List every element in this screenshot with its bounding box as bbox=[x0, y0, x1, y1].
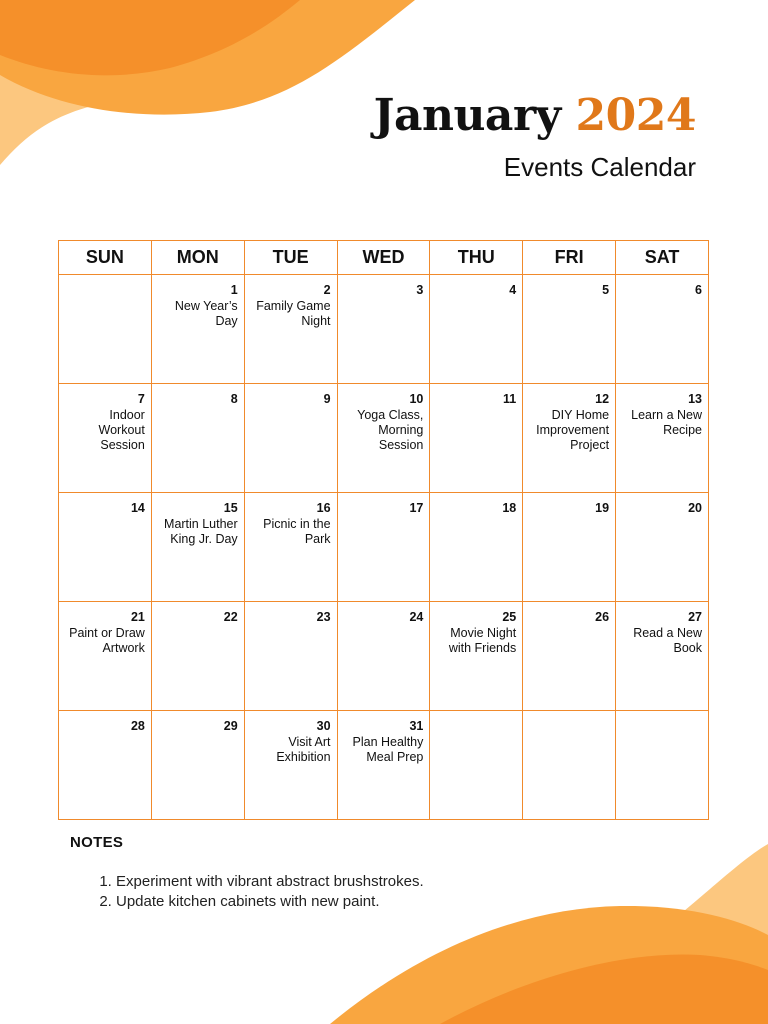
day-number: 8 bbox=[230, 392, 238, 406]
calendar-day-cell bbox=[523, 602, 616, 711]
calendar-week-row bbox=[59, 493, 709, 602]
day-event: Read a New Book bbox=[633, 626, 702, 655]
calendar-day-cell bbox=[616, 602, 709, 711]
calendar-day-cell bbox=[337, 711, 430, 820]
calendar-day-cell bbox=[430, 275, 523, 384]
title-year: 2024 bbox=[575, 90, 696, 141]
notes-title: NOTES bbox=[70, 834, 124, 851]
day-number: 2 bbox=[323, 283, 331, 297]
day-number: 31 bbox=[409, 719, 424, 733]
day-number: 18 bbox=[502, 501, 517, 515]
day-number: 27 bbox=[688, 610, 702, 624]
day-event: New Year’s Day bbox=[174, 299, 238, 328]
bottom-wave-decoration bbox=[0, 820, 768, 1024]
day-event: DIY Home Improvement Project bbox=[536, 408, 610, 452]
calendar-day-cell bbox=[151, 275, 244, 384]
note-item: 1. Experiment with vibrant abstract brushstrokes. bbox=[116, 872, 424, 892]
calendar-week-row bbox=[59, 602, 709, 711]
day-number: 11 bbox=[503, 392, 517, 406]
calendar-day-cell bbox=[523, 711, 616, 820]
day-number: 30 bbox=[316, 719, 331, 733]
day-number: 5 bbox=[602, 283, 610, 297]
day-number: 23 bbox=[316, 610, 331, 624]
calendar-day-cell bbox=[616, 275, 709, 384]
day-number: 22 bbox=[223, 610, 238, 624]
calendar-day-cell bbox=[523, 493, 616, 602]
day-number: 12 bbox=[595, 392, 610, 406]
calendar-day-cell bbox=[337, 384, 430, 493]
day-number: 9 bbox=[323, 392, 331, 406]
calendar-day-cell bbox=[59, 602, 152, 711]
calendar-day-cell bbox=[151, 711, 244, 820]
day-number: 24 bbox=[409, 610, 424, 624]
calendar-day-cell bbox=[616, 711, 709, 820]
calendar-day-cell bbox=[430, 384, 523, 493]
day-number: 28 bbox=[130, 719, 145, 733]
calendar-day-cell bbox=[430, 602, 523, 711]
calendar-day-cell bbox=[430, 711, 523, 820]
calendar-day-cell bbox=[523, 275, 616, 384]
day-number: 15 bbox=[223, 501, 238, 515]
calendar-day-cell bbox=[59, 384, 152, 493]
calendar-week-row bbox=[59, 711, 709, 820]
weekday-header: SAT bbox=[616, 241, 709, 275]
day-number: 6 bbox=[695, 283, 702, 297]
calendar-day-cell bbox=[59, 711, 152, 820]
calendar-grid bbox=[58, 240, 709, 820]
day-event: Martin Luther King Jr. Day bbox=[164, 517, 238, 546]
day-number: 26 bbox=[595, 610, 610, 624]
day-number: 14 bbox=[130, 501, 145, 515]
day-event: Yoga Class, Morning Session bbox=[357, 408, 424, 452]
page-subtitle: Events Calendar bbox=[503, 152, 696, 182]
calendar-day-cell bbox=[244, 275, 337, 384]
day-event: Visit Art Exhibition bbox=[276, 735, 331, 764]
page-title bbox=[374, 90, 696, 141]
calendar-day-cell bbox=[244, 493, 337, 602]
title-month: January bbox=[373, 90, 561, 141]
day-number: 21 bbox=[130, 610, 145, 624]
calendar-day-cell bbox=[337, 493, 430, 602]
day-number: 29 bbox=[223, 719, 238, 733]
calendar-day-cell bbox=[244, 384, 337, 493]
day-event: Indoor Workout Session bbox=[98, 408, 145, 452]
day-number: 25 bbox=[502, 610, 517, 624]
calendar-day-cell bbox=[244, 711, 337, 820]
weekday-header: WED bbox=[337, 241, 430, 275]
calendar-day-cell bbox=[151, 493, 244, 602]
day-number: 16 bbox=[316, 501, 331, 515]
weekday-header: FRI bbox=[523, 241, 616, 275]
calendar-day-cell bbox=[523, 384, 616, 493]
calendar-day-cell bbox=[337, 602, 430, 711]
calendar-day-cell bbox=[616, 384, 709, 493]
calendar-body bbox=[59, 275, 709, 820]
calendar-day-cell bbox=[59, 275, 152, 384]
weekday-header: SUN bbox=[59, 241, 152, 275]
calendar-day-cell bbox=[430, 493, 523, 602]
calendar-week-row bbox=[59, 275, 709, 384]
weekday-header: MON bbox=[151, 241, 244, 275]
calendar-day-cell bbox=[151, 602, 244, 711]
day-number: 10 bbox=[409, 392, 424, 406]
calendar-day-cell bbox=[616, 493, 709, 602]
day-event: Family Game Night bbox=[256, 299, 331, 328]
day-number: 4 bbox=[509, 283, 517, 297]
calendar-week-row bbox=[59, 384, 709, 493]
day-number: 7 bbox=[137, 392, 145, 406]
day-number: 13 bbox=[688, 392, 702, 406]
calendar-day-cell bbox=[337, 275, 430, 384]
day-event: Movie Night with Friends bbox=[448, 626, 517, 655]
day-number: 17 bbox=[409, 501, 424, 515]
weekday-header: TUE bbox=[244, 241, 337, 275]
weekday-header-row bbox=[59, 241, 709, 275]
calendar-day-cell bbox=[244, 602, 337, 711]
day-event: Plan Healthy Meal Prep bbox=[352, 735, 424, 764]
day-event: Learn a New Recipe bbox=[631, 408, 702, 437]
calendar-day-cell bbox=[59, 493, 152, 602]
day-number: 19 bbox=[595, 501, 610, 515]
calendar-day-cell bbox=[151, 384, 244, 493]
day-number: 20 bbox=[688, 501, 702, 515]
day-number: 1 bbox=[230, 283, 238, 297]
day-number: 3 bbox=[416, 283, 424, 297]
note-item: 2. Update kitchen cabinets with new paint. bbox=[116, 892, 424, 912]
weekday-header: THU bbox=[430, 241, 523, 275]
day-event: Paint or Draw Artwork bbox=[69, 626, 145, 655]
day-event: Picnic in the Park bbox=[263, 517, 331, 546]
